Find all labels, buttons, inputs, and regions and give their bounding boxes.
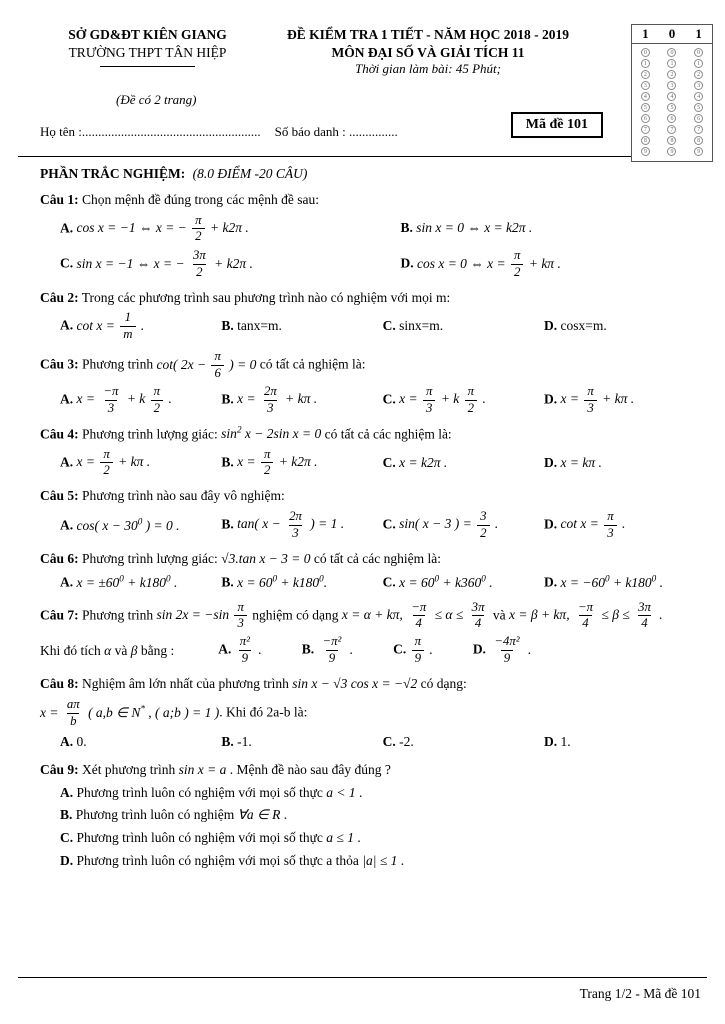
question-text: Câu 8: Nghiệm âm lớn nhất của phương trình sin x − √3 cos x = −√2 có dạng:	[40, 675, 467, 691]
fraction: $\frac{2\pi}{3}$	[289, 508, 302, 540]
fraction: $\frac{\text{−π²}}{9}$	[322, 634, 342, 666]
option-label: D.	[544, 734, 561, 750]
question-5-option-D	[544, 510, 689, 541]
option-label: D.	[544, 574, 561, 590]
fraction: $\frac{\pi}{3}$	[234, 601, 246, 632]
bubble-col0-digit8: 8	[641, 136, 650, 145]
fraction: $\frac{a\pi}{b}$	[66, 697, 80, 729]
question-9-option-D: D. Phương trình luôn có nghiệm với mọi số thực a thỏa |a| ≤ 1 .	[60, 853, 405, 869]
math-expression: tan( x − $\frac{2\pi}{3}$ ) = 1 .	[237, 508, 345, 540]
page-footer	[18, 977, 707, 1002]
bubble-col2-digit7: 7	[694, 125, 703, 134]
bubble-col0-digit3: 3	[641, 81, 650, 90]
math-expression: x = $\frac{2\pi}{3}$ + kπ .	[237, 383, 318, 415]
options-prefix: Khi đó tích α và β bằng :	[40, 642, 175, 658]
option-label: B.	[301, 641, 318, 657]
math-expression: x = $\frac{\pi}{2}$ + k2π .	[237, 446, 318, 478]
bubble-col1-digit4: 4	[667, 92, 676, 101]
section-subtitle: (8.0 ĐIỂM -20 CÂU)	[192, 165, 308, 181]
math-expression: x = β + kπ, $\frac{-\pi}{4}$ ≤ β ≤ $\frac{3\pi}{4}$ .	[509, 599, 663, 631]
question-2-option-C: C. sinx=m.	[382, 318, 444, 334]
pages-note: (Đề có 2 trang)	[116, 91, 197, 107]
question-label: Câu 4:	[40, 426, 79, 442]
math-expression: x = $\frac{\pi}{2}$ + kπ .	[76, 446, 151, 478]
answer-grid-code-digit-0: 1	[642, 26, 649, 41]
question-text: Câu 9: Xét phương trình sin x = a . Mệnh đề nào sau đây đúng ?	[40, 762, 391, 778]
answer-grid-code-digit-2: 1	[695, 26, 702, 41]
bubble-col0-digit5: 5	[641, 103, 650, 112]
fraction: $\frac{-\pi}{3}$	[103, 383, 119, 415]
math-expression: cot x = $\frac{\pi}{3}$ .	[560, 508, 626, 540]
question-text: Câu 6: Phương trình lượng giác: √3.tan x − 3 = 0 có tất cả các nghiệm là:	[40, 550, 441, 566]
question-8-option-B: B. -1.	[221, 734, 252, 750]
option-label: A.	[218, 641, 235, 657]
fraction: $\frac{3\pi}{2}$	[192, 248, 206, 280]
question-9-option-C: C. Phương trình luôn có nghiệm với mọi số thực a ≤ 1 .	[60, 830, 361, 846]
question-6-option-A	[60, 572, 217, 592]
options-row	[40, 733, 689, 752]
option-label: A.	[60, 317, 77, 333]
question-6	[40, 549, 689, 593]
bubble-col1-digit3: 3	[667, 81, 676, 90]
question-2-option-B: B. tanx=m.	[221, 318, 282, 334]
option-label: D.	[544, 391, 561, 407]
math-expression: β	[130, 642, 138, 658]
candidate-name-line: Họ tên :.......................................................	[40, 123, 261, 139]
question-7-option-A	[218, 635, 262, 666]
answer-code-grid	[631, 24, 713, 162]
fraction: $\frac{3\pi}{4}$	[471, 599, 485, 631]
question-4-option-B	[221, 448, 378, 479]
bubble-col1-digit6: 6	[667, 114, 676, 123]
question-1-option-A	[60, 214, 400, 245]
bubble-row-3	[632, 80, 712, 91]
fraction: $\frac{\pi}{2}$	[261, 448, 273, 479]
option-label: A.	[60, 454, 77, 470]
question-3-option-D	[544, 385, 689, 416]
option-label: C.	[60, 830, 77, 846]
option-label: D.	[400, 255, 417, 271]
math-expression: sin x = 0 ⇔ x = k2π .	[416, 220, 533, 236]
exam-title-block	[255, 26, 689, 78]
question-7-option-C	[393, 635, 433, 666]
issuing-org	[40, 26, 255, 67]
question-4-option-C	[383, 454, 540, 473]
fraction: $\frac{1}{m}$	[120, 311, 135, 342]
bubble-col2-digit5: 5	[694, 103, 703, 112]
option-label: C.	[382, 391, 400, 407]
question-text: Câu 2: Trong các phương trình sau phương trình nào có nghiệm với mọi m:	[40, 289, 451, 305]
fraction: $\frac{\pi}{2}$	[511, 249, 523, 280]
option-label: D.	[544, 318, 561, 334]
bubble-col0-digit1: 1	[641, 59, 650, 68]
fraction: $\frac{3\pi}{4}$	[638, 599, 651, 631]
fraction: $\frac{2\pi}{3}$	[263, 383, 277, 415]
question-4-option-D	[544, 454, 689, 473]
question-7-option-D	[473, 635, 532, 666]
bubble-col2-digit9: 9	[694, 147, 703, 156]
bubble-col1-digit2: 2	[667, 70, 676, 79]
option-label: B.	[221, 516, 238, 532]
question-4	[40, 424, 689, 479]
question-label: Câu 6:	[40, 550, 79, 566]
option-label: C.	[382, 454, 400, 470]
question-label: Câu 2:	[40, 289, 79, 305]
question-label: Câu 9:	[40, 762, 79, 778]
questions	[40, 190, 689, 871]
option-label: A.	[60, 784, 77, 800]
header-divider	[18, 156, 707, 157]
answer-grid-body	[632, 44, 712, 161]
option-label: C.	[393, 641, 410, 657]
option-label: B.	[221, 454, 238, 470]
options-row	[40, 784, 689, 872]
options-row	[40, 214, 689, 280]
question-6-option-D	[544, 572, 689, 592]
question-1-option-B	[400, 219, 689, 238]
question-text: Câu 1: Chọn mệnh đề đúng trong các mệnh đề sau:	[40, 191, 319, 207]
option-label: B.	[60, 807, 76, 823]
question-label: Câu 5:	[40, 488, 79, 504]
question-8-option-C: C. -2.	[382, 734, 414, 750]
options-row	[40, 635, 689, 666]
bubble-col1-digit5: 5	[667, 103, 676, 112]
option-label: C.	[382, 574, 400, 590]
bubble-col2-digit6: 6	[694, 114, 703, 123]
question-5	[40, 486, 689, 540]
question-9-option-B: B. Phương trình luôn có nghiệm ∀a ∈ R .	[60, 807, 288, 823]
math-expression: cos x = 0 ⇔ x = $\frac{\pi}{2}$ + kπ .	[416, 248, 561, 280]
bubble-col1-digit7: 7	[667, 125, 676, 134]
math-expression: sin( x − 3 ) = $\frac{3}{2}$ .	[399, 508, 499, 540]
bubble-col2-digit4: 4	[694, 92, 703, 101]
bubble-row-0	[632, 47, 712, 58]
question-text: Câu 7: Phương trình sin 2x = −sin $\frac{\pi}{3}$ nghiệm có dạng x = α + kπ, $\frac{-\pi}{4}$ ≤ α ≤ $\frac{3\pi}{4}$ và x = β + kπ, $\frac{-\pi}{4}$ ≤ β ≤ $\frac{3\pi}{4}$ .	[40, 599, 663, 631]
question-3-option-B	[221, 385, 378, 416]
math-expression: a ≤ 1	[326, 830, 354, 846]
bubble-row-5	[632, 102, 712, 113]
answer-grid-header	[632, 25, 712, 44]
math-expression: ∀a ∈ R	[237, 807, 281, 823]
options-row	[40, 510, 689, 541]
bubble-col1-digit9: 9	[667, 147, 676, 156]
fraction: $\frac{3}{2}$	[477, 510, 489, 541]
question-3	[40, 350, 689, 415]
question-text: Câu 4: Phương trình lượng giác: $\sin^2 x - 2\sin$ x = 0 có tất cả các nghiệm là:	[40, 424, 452, 442]
question-2	[40, 288, 689, 342]
math-expression: sin x = −1 ⇔ x = − $\frac{3\pi}{2}$ + k2π .	[76, 248, 253, 280]
question-1-option-D	[400, 249, 689, 280]
question-text-line2: x = $\frac{a\pi}{b}$ ( a,b ∈ N* , ( a;b ) = 1 ). Khi đó 2a-b là:	[40, 697, 308, 729]
option-label: C.	[382, 516, 400, 532]
question-9	[40, 760, 689, 871]
fraction: $\frac{\text{−4π²}}{9}$	[494, 634, 520, 666]
fraction: $\frac{\pi}{6}$	[211, 350, 223, 381]
math-expression: $\frac{\pi}{9}$ .	[410, 642, 433, 657]
math-expression: √3.tan x − 3 = 0	[221, 550, 311, 566]
org-school: TRƯỜNG THPT TÂN HIỆP	[68, 44, 227, 60]
math-expression: $\frac{\text{−4π²}}{9}$ .	[489, 642, 531, 657]
option-label: A.	[60, 517, 77, 533]
exam-title: ĐỀ KIỂM TRA 1 TIẾT - NĂM HỌC 2018 - 2019	[286, 27, 570, 42]
math-expression: $x = \pm 60^0 + k180^0$ .	[76, 573, 178, 590]
math-expression: $\sin^2 x - 2\sin$ x = 0	[221, 424, 322, 442]
bubble-col2-digit3: 3	[694, 81, 703, 90]
question-7	[40, 601, 689, 666]
question-1	[40, 190, 689, 280]
math-expression: cot x = $\frac{1}{m}$ .	[76, 310, 145, 342]
fraction: $\frac{-\pi}{4}$	[577, 599, 594, 631]
exam-code-box: Mã đề 101	[511, 112, 603, 138]
question-label: Câu 3:	[40, 356, 79, 372]
bubble-col0-digit6: 6	[641, 114, 650, 123]
math-expression: $x = 60^0 + k180^0$.	[237, 573, 328, 590]
math-expression: x = $\frac{-\pi}{3}$ + k $\frac{\pi}{2}$ .	[76, 383, 172, 415]
candidate-number-line: Số báo danh : ...............	[274, 123, 398, 139]
page-header	[40, 26, 689, 78]
answer-grid-code-digit-1: 0	[668, 26, 676, 41]
option-label: C.	[382, 318, 400, 334]
bubble-col0-digit0: 0	[641, 48, 650, 57]
question-2-option-D: D. cosx=m.	[544, 318, 607, 334]
math-expression: $\frac{\text{π²}}{9}$ .	[235, 642, 262, 657]
option-label: A.	[60, 391, 77, 407]
option-label: D.	[472, 641, 490, 657]
question-5-option-C	[383, 510, 540, 541]
bubble-col2-digit8: 8	[694, 136, 703, 145]
bubble-row-9	[632, 146, 712, 157]
exam-subject: MÔN ĐẠI SỐ VÀ GIẢI TÍCH 11	[331, 44, 525, 60]
question-6-option-C	[383, 572, 540, 592]
bubble-row-2	[632, 69, 712, 80]
option-label: A.	[60, 219, 77, 235]
option-label: C.	[60, 255, 77, 271]
option-label: B.	[221, 318, 238, 334]
option-label: A.	[60, 574, 77, 590]
math-expression: sin x − √3 cos x = −√2	[292, 675, 418, 691]
options-row	[40, 448, 689, 479]
option-label: B.	[221, 734, 238, 750]
bubble-col1-digit1: 1	[667, 59, 676, 68]
math-expression: sin x = a	[178, 762, 227, 778]
question-9-option-A: A. Phương trình luôn có nghiệm với mọi số thực a < 1 .	[60, 784, 363, 800]
math-expression: x = k2π .	[399, 454, 448, 470]
math-expression: x = $\frac{\pi}{3}$ + kπ .	[560, 383, 635, 415]
exam-duration: Thời gian làm bài: 45 Phút;	[355, 61, 501, 77]
option-label: B.	[400, 220, 417, 236]
option-label: B.	[221, 574, 238, 590]
question-6-option-B	[221, 572, 378, 592]
option-label: D.	[544, 454, 561, 470]
math-expression: cos x = −1 ⇔ x = − $\frac{\pi}{2}$ + k2π .	[76, 212, 249, 244]
math-expression: $x = -60^0 + k180^0$ .	[560, 573, 664, 590]
option-label: D.	[60, 853, 77, 869]
bubble-col1-digit8: 8	[667, 136, 676, 145]
question-4-option-A	[60, 448, 217, 479]
bubble-col2-digit1: 1	[694, 59, 703, 68]
question-label: Câu 7:	[40, 606, 79, 622]
fraction: $\frac{-\pi}{4}$	[411, 599, 427, 631]
question-8-option-D: D. 1.	[544, 734, 571, 750]
question-5-option-B	[221, 510, 378, 541]
question-text: Câu 3: Phương trình cot( 2x − $\frac{\pi}{6}$ ) = 0 có tất cả nghiệm là:	[40, 349, 366, 381]
fraction: $\frac{\pi}{2}$	[192, 214, 204, 245]
math-expression: cot( 2x − $\frac{\pi}{6}$ ) = 0	[156, 349, 257, 381]
question-1-option-C	[60, 249, 400, 280]
question-3-option-C	[383, 385, 540, 416]
fraction: $\frac{\text{π²}}{9}$	[239, 634, 250, 666]
question-5-option-A	[60, 515, 217, 535]
math-expression: sin 2x = −sin $\frac{\pi}{3}$	[156, 607, 248, 622]
math-expression: $\frac{\text{−π²}}{9}$ .	[317, 642, 353, 657]
option-label: B.	[221, 391, 238, 407]
question-8-option-A: A. 0.	[60, 734, 87, 750]
section-title: PHẦN TRẮC NGHIỆM:	[40, 165, 186, 181]
bubble-row-6	[632, 113, 712, 124]
bubble-col0-digit2: 2	[641, 70, 650, 79]
bubble-row-1	[632, 58, 712, 69]
fraction: $\frac{\pi}{3}$	[423, 385, 435, 416]
question-label: Câu 8:	[40, 675, 79, 691]
fraction: $\frac{\pi}{9}$	[412, 635, 424, 666]
fraction: $\frac{\pi}{2}$	[151, 385, 163, 416]
math-expression: cos( $x - 30^0$ ) = 0 .	[76, 516, 180, 533]
question-2-option-A	[60, 311, 217, 342]
fraction: $\frac{\pi}{2}$	[465, 385, 477, 416]
org-department: SỞ GD&ĐT KIÊN GIANG	[68, 27, 227, 42]
org-underline	[100, 66, 195, 67]
option-label: C.	[382, 734, 400, 750]
bubble-row-7	[632, 124, 712, 135]
fraction: $\frac{\pi}{3}$	[604, 510, 616, 541]
options-row	[40, 385, 689, 416]
bubble-col0-digit4: 4	[641, 92, 650, 101]
math-expression: x = kπ .	[560, 454, 602, 470]
options-row	[40, 572, 689, 592]
bubble-col2-digit2: 2	[694, 70, 703, 79]
bubble-row-4	[632, 91, 712, 102]
bubble-col1-digit0: 0	[667, 48, 676, 57]
math-expression: x = $\frac{a\pi}{b}$ ( a,b ∈ N* , ( a;b ) = 1 )	[40, 697, 220, 729]
math-expression: a < 1	[326, 784, 356, 800]
bubble-row-8	[632, 135, 712, 146]
option-label: A.	[60, 734, 77, 750]
bubble-col0-digit9: 9	[641, 147, 650, 156]
question-3-option-A	[60, 385, 217, 416]
fraction: $\frac{\pi}{3}$	[584, 385, 596, 416]
section-heading	[40, 166, 689, 182]
option-label: D.	[544, 516, 561, 532]
question-text: Câu 5: Phương trình nào sau đây vô nghiệm:	[40, 488, 285, 504]
math-expression: α	[104, 642, 112, 658]
math-expression: x = $\frac{\pi}{3}$ + k $\frac{\pi}{2}$ .	[399, 383, 486, 415]
footer-text: Trang 1/2 - Mã đề 101	[579, 986, 701, 1001]
fraction: $\frac{\pi}{2}$	[100, 448, 112, 479]
bubble-col0-digit7: 7	[641, 125, 650, 134]
bubble-col2-digit0: 0	[694, 48, 703, 57]
question-8	[40, 674, 689, 752]
math-expression: |a| ≤ 1	[362, 853, 398, 869]
options-row	[40, 311, 689, 342]
question-label: Câu 1:	[40, 191, 79, 207]
question-7-option-B	[302, 635, 353, 666]
math-expression: x = α + kπ, $\frac{-\pi}{4}$ ≤ α ≤ $\frac{3\pi}{4}$	[342, 607, 490, 622]
math-expression: $x = 60^0 + k360^0$ .	[399, 573, 493, 590]
